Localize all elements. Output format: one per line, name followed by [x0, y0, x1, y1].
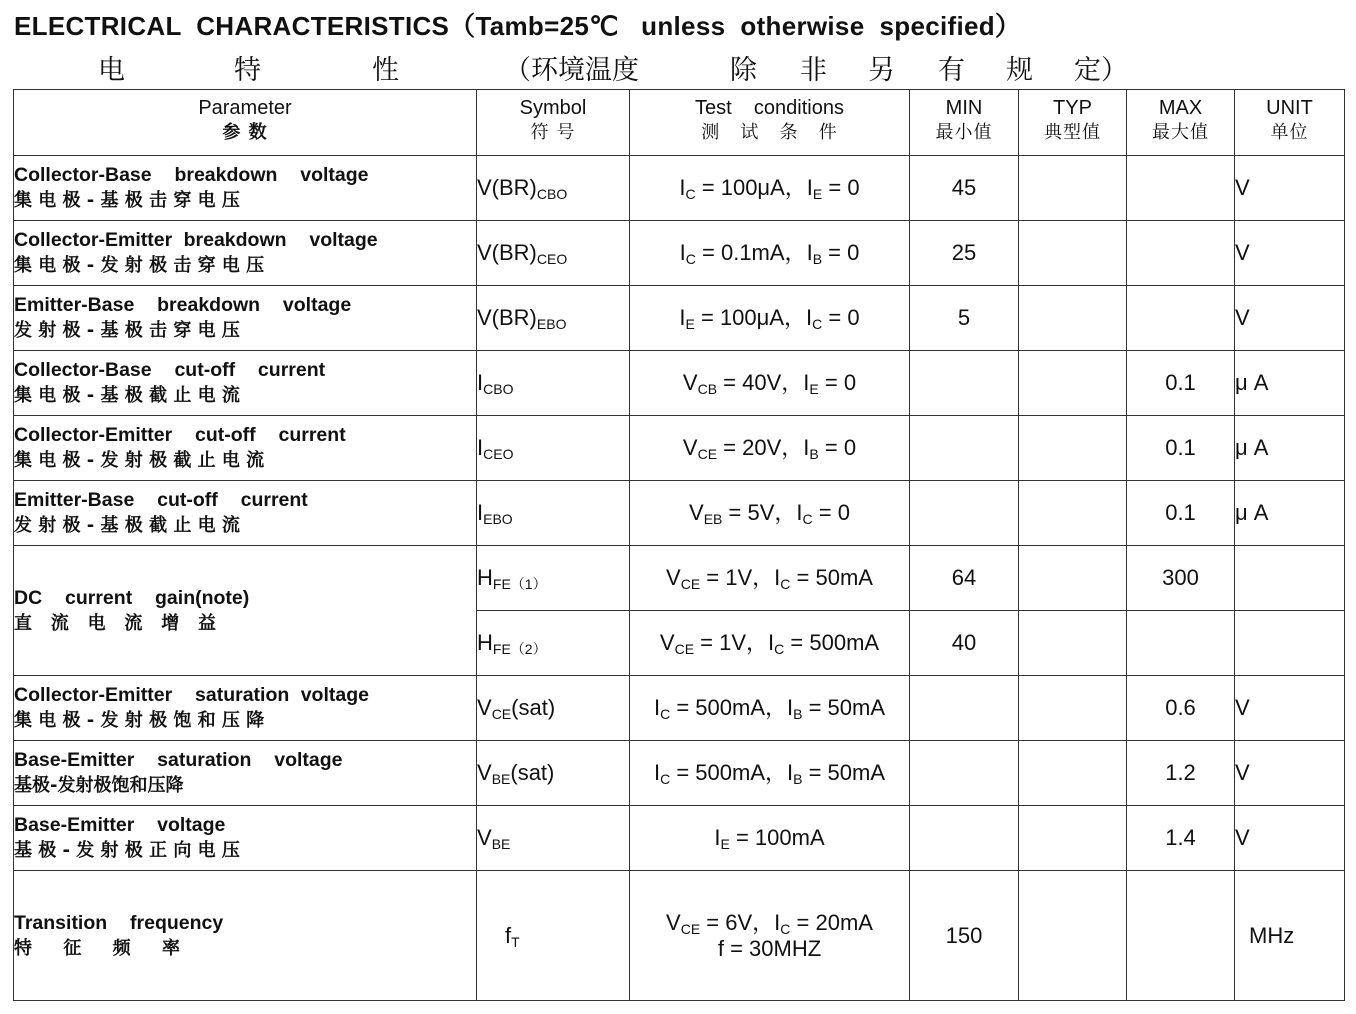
title-cn-char: 非	[800, 55, 827, 86]
unit-cell	[1235, 611, 1345, 676]
header-symbol: Symbol 符 号	[477, 90, 630, 156]
table-row	[14, 221, 1345, 286]
max-cell	[1127, 156, 1235, 221]
parameter-cell: DC current gain(note) 直 流 电 流 增 益	[14, 546, 477, 676]
min-cell	[910, 351, 1019, 416]
parameter-cell: Collector-Emitter saturation voltage 集 电 极 - 发 射 极 饱 和 压 降	[14, 676, 477, 741]
header-unit: UNIT 单位	[1235, 90, 1345, 156]
condition-cell: $V_{CE} = 6V$，$I_C = 20mA$ f = 30MHZ	[630, 871, 910, 1001]
title-cn-char: （环境温度	[504, 55, 639, 86]
condition-cell: $I_E = 100mA$	[630, 806, 910, 871]
condition-cell: $I_C = 100\mu A$，$I_E = 0$	[630, 156, 910, 221]
table-row	[14, 351, 1345, 416]
table-row	[14, 741, 1345, 806]
table-row	[14, 416, 1345, 481]
title-cn-char: 定）	[1074, 55, 1128, 86]
typ-cell	[1019, 221, 1127, 286]
symbol-cell: $f_T$	[477, 871, 630, 1001]
table-row	[14, 481, 1345, 546]
max-cell	[1127, 286, 1235, 351]
unit-cell: μ A	[1235, 481, 1345, 546]
min-cell	[910, 741, 1019, 806]
max-cell	[1127, 611, 1235, 676]
max-cell: 1.2	[1127, 741, 1235, 806]
table-row	[14, 286, 1345, 351]
max-cell: 0.1	[1127, 481, 1235, 546]
title-cn-char: 另	[868, 55, 895, 86]
typ-cell	[1019, 156, 1127, 221]
unit-cell: V	[1235, 156, 1345, 221]
typ-cell	[1019, 676, 1127, 741]
min-cell: 25	[910, 221, 1019, 286]
unit-cell: V	[1235, 286, 1345, 351]
max-cell: 0.1	[1127, 416, 1235, 481]
table-row	[14, 156, 1345, 221]
unit-cell: V	[1235, 676, 1345, 741]
typ-cell	[1019, 871, 1127, 1001]
title-english: ELECTRICAL CHARACTERISTICS（Tamb=25℃ unless otherwise specified）	[14, 11, 1022, 41]
title-cn-char: 有	[938, 55, 965, 86]
title-chinese	[14, 48, 1344, 88]
symbol-cell: $H_{FE(2)}$	[477, 611, 630, 676]
condition-cell: $I_C = 500mA$，$I_B = 50mA$	[630, 676, 910, 741]
header-row	[14, 90, 1345, 156]
max-cell: 0.6	[1127, 676, 1235, 741]
min-cell	[910, 481, 1019, 546]
typ-cell	[1019, 481, 1127, 546]
condition-cell: $I_E = 100\mu A$，$I_C = 0$	[630, 286, 910, 351]
symbol-cell: $V_{BE}$	[477, 806, 630, 871]
parameter-cell: Emitter-Base breakdown voltage 发 射 极 - 基 极 击 穿 电 压	[14, 286, 477, 351]
unit-cell: V	[1235, 221, 1345, 286]
table-row	[14, 871, 1345, 1001]
typ-cell	[1019, 416, 1127, 481]
parameter-cell: Collector-Base breakdown voltage 集 电 极 - 基 极 击 穿 电 压	[14, 156, 477, 221]
max-cell	[1127, 221, 1235, 286]
symbol-cell: $I_{CEO}$	[477, 416, 630, 481]
condition-cell: $V_{EB} = 5V$，$I_C = 0$	[630, 481, 910, 546]
min-cell	[910, 806, 1019, 871]
min-cell: 40	[910, 611, 1019, 676]
min-cell: 150	[910, 871, 1019, 1001]
header-min: MIN 最小值	[910, 90, 1019, 156]
condition-cell: $V_{CE} = 1V$，$I_C = 50mA$	[630, 546, 910, 611]
min-cell	[910, 416, 1019, 481]
parameter-cell: Collector-Emitter breakdown voltage 集 电 极 - 发 射 极 击 穿 电 压	[14, 221, 477, 286]
parameter-cell: Collector-Emitter cut-off current 集 电 极 - 发 射 极 截 止 电 流	[14, 416, 477, 481]
symbol-cell: $V_{BE}(sat)$	[477, 741, 630, 806]
symbol-cell: $V(BR)_{CEO}$	[477, 221, 630, 286]
table-row	[14, 806, 1345, 871]
condition-cell: $I_C = 0.1mA$，$I_B = 0$	[630, 221, 910, 286]
max-cell: 1.4	[1127, 806, 1235, 871]
parameter-cell: Base-Emitter saturation voltage 基极-发射极饱和压降	[14, 741, 477, 806]
title-cn-char: 性	[372, 55, 399, 86]
typ-cell	[1019, 806, 1127, 871]
unit-cell: μ A	[1235, 416, 1345, 481]
condition-cell: $V_{CE} = 1V$，$I_C = 500mA$	[630, 611, 910, 676]
characteristics-table	[13, 89, 1345, 1001]
condition-cell: $V_{CB} = 40V$，$I_E = 0$	[630, 351, 910, 416]
parameter-cell: Transition frequency 特 征 频 率	[14, 871, 477, 1001]
typ-cell	[1019, 351, 1127, 416]
title-cn-char: 除	[730, 55, 757, 86]
typ-cell	[1019, 611, 1127, 676]
typ-cell	[1019, 286, 1127, 351]
min-cell: 45	[910, 156, 1019, 221]
title-cn-char: 特	[234, 55, 261, 86]
parameter-cell: Emitter-Base cut-off current 发 射 极 - 基 极 截 止 电 流	[14, 481, 477, 546]
unit-cell: μ A	[1235, 351, 1345, 416]
table-row	[14, 676, 1345, 741]
unit-cell: MHz	[1235, 871, 1345, 1001]
symbol-cell: $V_{CE}(sat)$	[477, 676, 630, 741]
max-cell: 300	[1127, 546, 1235, 611]
min-cell	[910, 676, 1019, 741]
header-max: MAX 最大值	[1127, 90, 1235, 156]
condition-cell: $V_{CE} = 20V$，$I_B = 0$	[630, 416, 910, 481]
min-cell: 5	[910, 286, 1019, 351]
header-typ: TYP 典型值	[1019, 90, 1127, 156]
min-cell: 64	[910, 546, 1019, 611]
symbol-cell: $I_{CBO}$	[477, 351, 630, 416]
unit-cell: V	[1235, 741, 1345, 806]
title-cn-char: 电	[98, 55, 125, 86]
symbol-cell: $I_{EBO}$	[477, 481, 630, 546]
typ-cell	[1019, 546, 1127, 611]
unit-cell: V	[1235, 806, 1345, 871]
max-cell: 0.1	[1127, 351, 1235, 416]
parameter-cell: Base-Emitter voltage 基 极 - 发 射 极 正 向 电 压	[14, 806, 477, 871]
parameter-cell: Collector-Base cut-off current 集 电 极 - 基 极 截 止 电 流	[14, 351, 477, 416]
symbol-cell: $V(BR)_{CBO}$	[477, 156, 630, 221]
max-cell	[1127, 871, 1235, 1001]
unit-cell	[1235, 546, 1345, 611]
header-conditions: Test conditions 测 试 条 件	[630, 90, 910, 156]
symbol-cell: $H_{FE(1)}$	[477, 546, 630, 611]
typ-cell	[1019, 741, 1127, 806]
title-cn-char: 规	[1006, 55, 1033, 86]
condition-cell: $I_C = 500mA$，$I_B = 50mA$	[630, 741, 910, 806]
header-parameter: Parameter 参 数	[14, 90, 477, 156]
symbol-cell: $V(BR)_{EBO}$	[477, 286, 630, 351]
table-row	[14, 546, 1345, 611]
